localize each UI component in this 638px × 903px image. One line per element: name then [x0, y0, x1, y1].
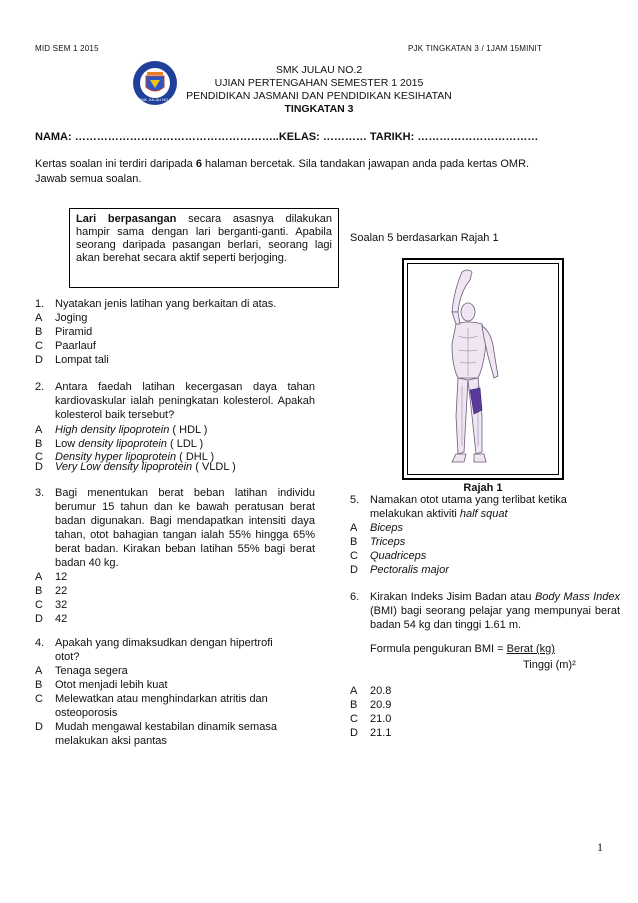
- page-number: 1: [597, 840, 603, 854]
- q5-intro: Soalan 5 berdasarkan Rajah 1: [350, 232, 499, 244]
- svg-text:SMK JULAU NO.2: SMK JULAU NO.2: [138, 97, 172, 102]
- stimulus-box: Lari berpasangan secara asasnya dilakukan hampir sama dengan lari berganti-ganti. Apabila seorang daripada pasangan berlari, seorang lagi akan berehat secara aktif seperti berjoging.: [69, 208, 339, 288]
- instructions-line1: Kertas soalan ini terdiri daripada 6 halaman bercetak. Sila tandakan jawapan anda pada kertas OMR.: [35, 158, 530, 170]
- header-left: MID SEM 1 2015: [35, 44, 99, 53]
- subject-title: PENDIDIKAN JASMANI DAN PENDIDIKAN KESIHATAN: [186, 90, 452, 102]
- figure-caption: Rajah 1: [463, 482, 503, 494]
- bmi-formula-denominator: Tinggi (m)²: [523, 659, 576, 671]
- bmi-formula: Formula pengukuran BMI = Berat (kg): [370, 643, 555, 655]
- form-title: TINGKATAN 3: [284, 103, 354, 115]
- anatomy-figure-illustration: [412, 266, 554, 474]
- header-right: PJK TINGKATAN 3 / 1JAM 15MINIT: [408, 44, 543, 53]
- exam-title: UJIAN PERTENGAHAN SEMESTER 1 2015: [214, 77, 424, 89]
- figure-frame: [402, 258, 564, 480]
- question-2: 2. Antara faedah latihan kecergasan daya tahan kardiovaskular ialah peningkatan kolesterol. Apakah kolesterol baik tersebut?: [35, 381, 315, 421]
- instructions-line2: Jawab semua soalan.: [35, 173, 142, 185]
- school-name: SMK JULAU NO.2: [275, 64, 363, 76]
- name-class-date-line: NAMA: ………………………………………………..KELAS: ………… TARIKH: ……………………………: [35, 131, 539, 143]
